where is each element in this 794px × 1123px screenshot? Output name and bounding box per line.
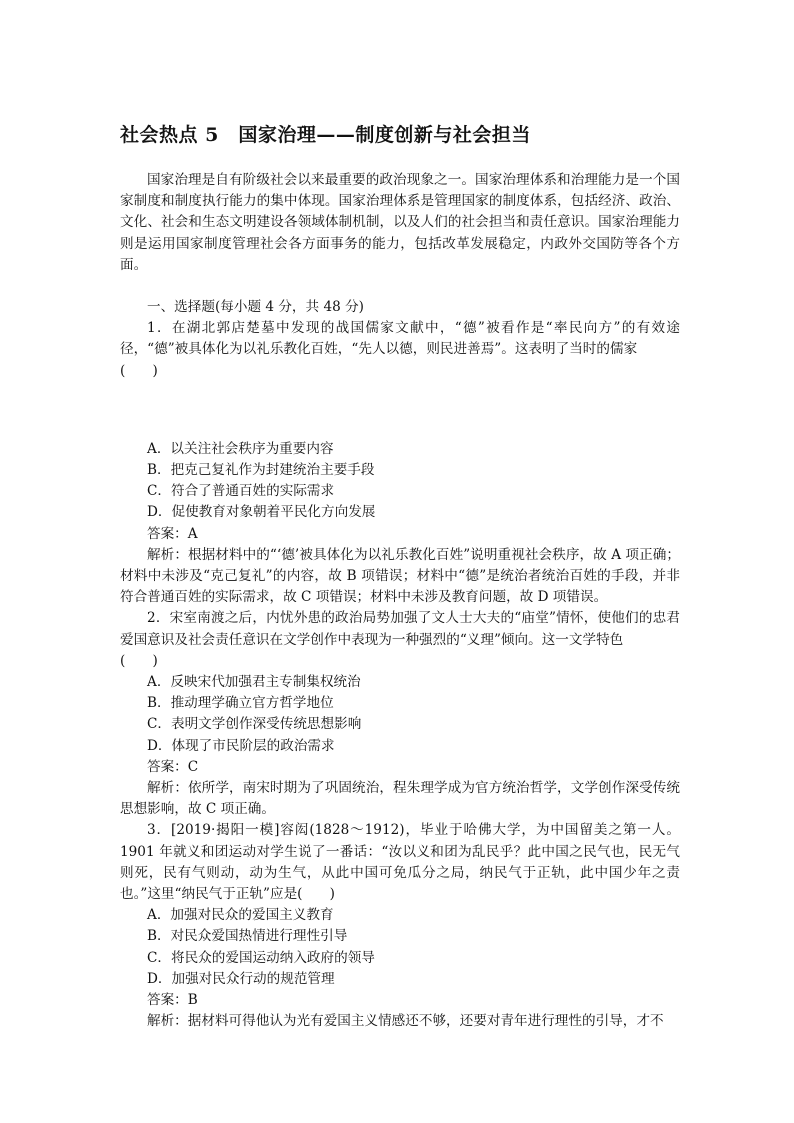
question-2-answer: 答案：C [147, 758, 199, 775]
question-3-analysis: 解析：据材料可得他认为光有爱国主义情感还不够，还要对青年进行理性的引导，才不 [147, 1013, 664, 1030]
question-3-option-d: D．加强对民众行动的规范管理 [147, 970, 335, 987]
question-2-stem: 2．宋室南渡之后，内忧外患的政治局势加强了文人士大夫的“庙堂”情怀，使他们的忠君爱国意识及社会责任意识在文学创作中表现为一种强烈的“义理”倾向。这一文学特色 [120, 610, 680, 648]
question-3-option-a: A．加强对民众的爱国主义教育 [147, 907, 334, 924]
question-2-option-b: B．推动理学确立官方哲学地位 [147, 695, 334, 712]
question-1-stem: 1．在湖北郭店楚墓中发现的战国儒家文献中，“德”被看作是“率民向方”的有效途径，“德”被具体化为以礼乐教化百姓，“先人以德，则民进善焉”。这表明了当时的儒家 [120, 320, 680, 358]
section-heading: 一、选择题(每小题 4 分，共 48 分) [147, 299, 364, 315]
question-1-option-d: D．促使教育对象朝着平民化方向发展 [147, 504, 376, 521]
question-1-analysis: 解析：根据材料中的“‘德’被具体化为以礼乐教化百姓”说明重视社会秩序，故 A 项正确；材料中未涉及“克己复礼”的内容，故 B 项错误；材料中“德”是统治者统治百姓的手段，并非符合普通百姓的实际需求，故 C 项错误；材料中未涉及教育问题，故 D 项错误。 [120, 546, 680, 606]
question-2-analysis: 解析：依所学，南宋时期为了巩固统治，程朱理学成为官方统治哲学，文学创作深受传统思想影响，故 C 项正确。 [120, 780, 680, 818]
questions-section [120, 297, 680, 1033]
question-2-option-a: A．反映宋代加强君主专制集权统治 [147, 674, 361, 691]
intro-paragraph: 国家治理是自有阶级社会以来最重要的政治现象之一。国家治理体系和治理能力是一个国家制度和制度执行能力的集中体现。国家治理体系是管理国家的制度体系，包括经济、政治、文化、社会和生态文明建设各领域体制机制，以及人们的社会担当和责任意识。国家治理能力则是运用国家制度管理社会各方面事务的能力，包括改革发展稳定，内政外交国防等各个方面。 [120, 172, 680, 273]
question-3-answer: 答案：B [147, 992, 198, 1009]
question-1-paren: ( ) [120, 362, 158, 379]
question-1-option-b: B．把克己复礼作为封建统治主要手段 [147, 462, 375, 479]
question-2-option-d: D．体现了市民阶层的政治需求 [147, 737, 335, 754]
question-1-answer: 答案：A [147, 525, 198, 542]
answer-space [120, 382, 680, 439]
question-3-stem: 3．[2019·揭阳一模]容闳(1828～1912)，毕业于哈佛大学，为中国留美之第一人。1901 年就义和团运动对学生说了一番话：“汝以义和团为乱民乎？此中国之民气也，民无气则死，民有气则动，动为生气，从此中国可免瓜分之局，纳民气于正轨，此中国少年之责也。”这里“纳民气于正轨”应是( ) [120, 822, 680, 903]
question-3-option-b: B．对民众爱国热情进行理性引导 [147, 928, 348, 945]
question-1-option-a: A．以关注社会秩序为重要内容 [147, 440, 334, 457]
question-1-option-c: C．符合了普通百姓的实际需求 [147, 483, 335, 500]
question-3-option-c: C．将民众的爱国运动纳入政府的领导 [147, 949, 375, 966]
intro-paragraph-block [120, 170, 680, 276]
question-2-paren: ( ) [120, 652, 158, 669]
page-title: 社会热点 5 国家治理——制度创新与社会担当 [120, 124, 531, 146]
question-2-option-c: C．表明文学创作深受传统思想影响 [147, 716, 362, 733]
